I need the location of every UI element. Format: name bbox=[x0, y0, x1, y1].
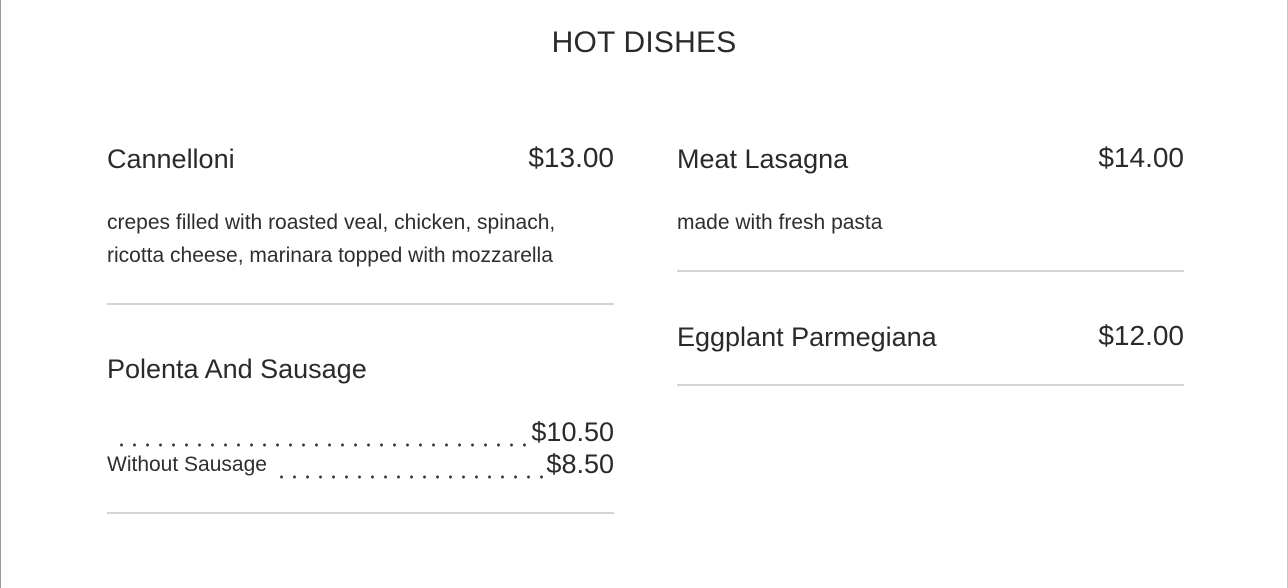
menu-item-header bbox=[677, 144, 1184, 178]
menu-item-description bbox=[107, 206, 614, 272]
menu-item-cannelloni bbox=[107, 144, 614, 178]
menu-item-polenta-and-sausage bbox=[107, 354, 614, 388]
dotted-leader bbox=[113, 423, 531, 447]
menu-item-header bbox=[677, 322, 1184, 356]
menu-item-price: $13.00 bbox=[528, 142, 614, 173]
menu-item-name: Meat Lasagna bbox=[677, 144, 849, 174]
menu-item-option-label: Without Sausage bbox=[107, 453, 267, 476]
menu-item-name: Eggplant Parmegiana bbox=[677, 322, 937, 352]
section-title: HOT DISHES bbox=[551, 26, 737, 59]
menu-item-divider bbox=[107, 512, 614, 514]
menu-item-description-line: ricotta cheese, marinara topped with mozzarella bbox=[107, 244, 553, 267]
menu-item-price: $14.00 bbox=[1098, 142, 1184, 173]
menu-item-meat-lasagna bbox=[677, 144, 1184, 178]
menu-item-divider bbox=[677, 270, 1184, 272]
dotted-leader bbox=[273, 455, 546, 479]
menu-item-option-price: $8.50 bbox=[546, 449, 614, 479]
menu-item-header bbox=[107, 354, 614, 388]
menu-item-description-line: crepes filled with roasted veal, chicken, spinach, bbox=[107, 211, 556, 234]
menu-item-name: Cannelloni bbox=[107, 144, 235, 174]
menu-item-option-price: $10.50 bbox=[531, 417, 614, 447]
menu-item-option-row bbox=[107, 417, 614, 447]
menu-item-price: $12.00 bbox=[1098, 320, 1184, 351]
menu-item-option-row bbox=[107, 449, 614, 479]
menu-item-name: Polenta And Sausage bbox=[107, 354, 367, 384]
menu-item-divider bbox=[107, 303, 614, 305]
page-frame-left-border bbox=[0, 0, 1, 588]
menu-item-header bbox=[107, 144, 614, 178]
menu-item-description: made with fresh pasta bbox=[677, 211, 883, 234]
menu-item-eggplant-parmegiana bbox=[677, 322, 1184, 356]
menu-item-divider bbox=[677, 384, 1184, 386]
